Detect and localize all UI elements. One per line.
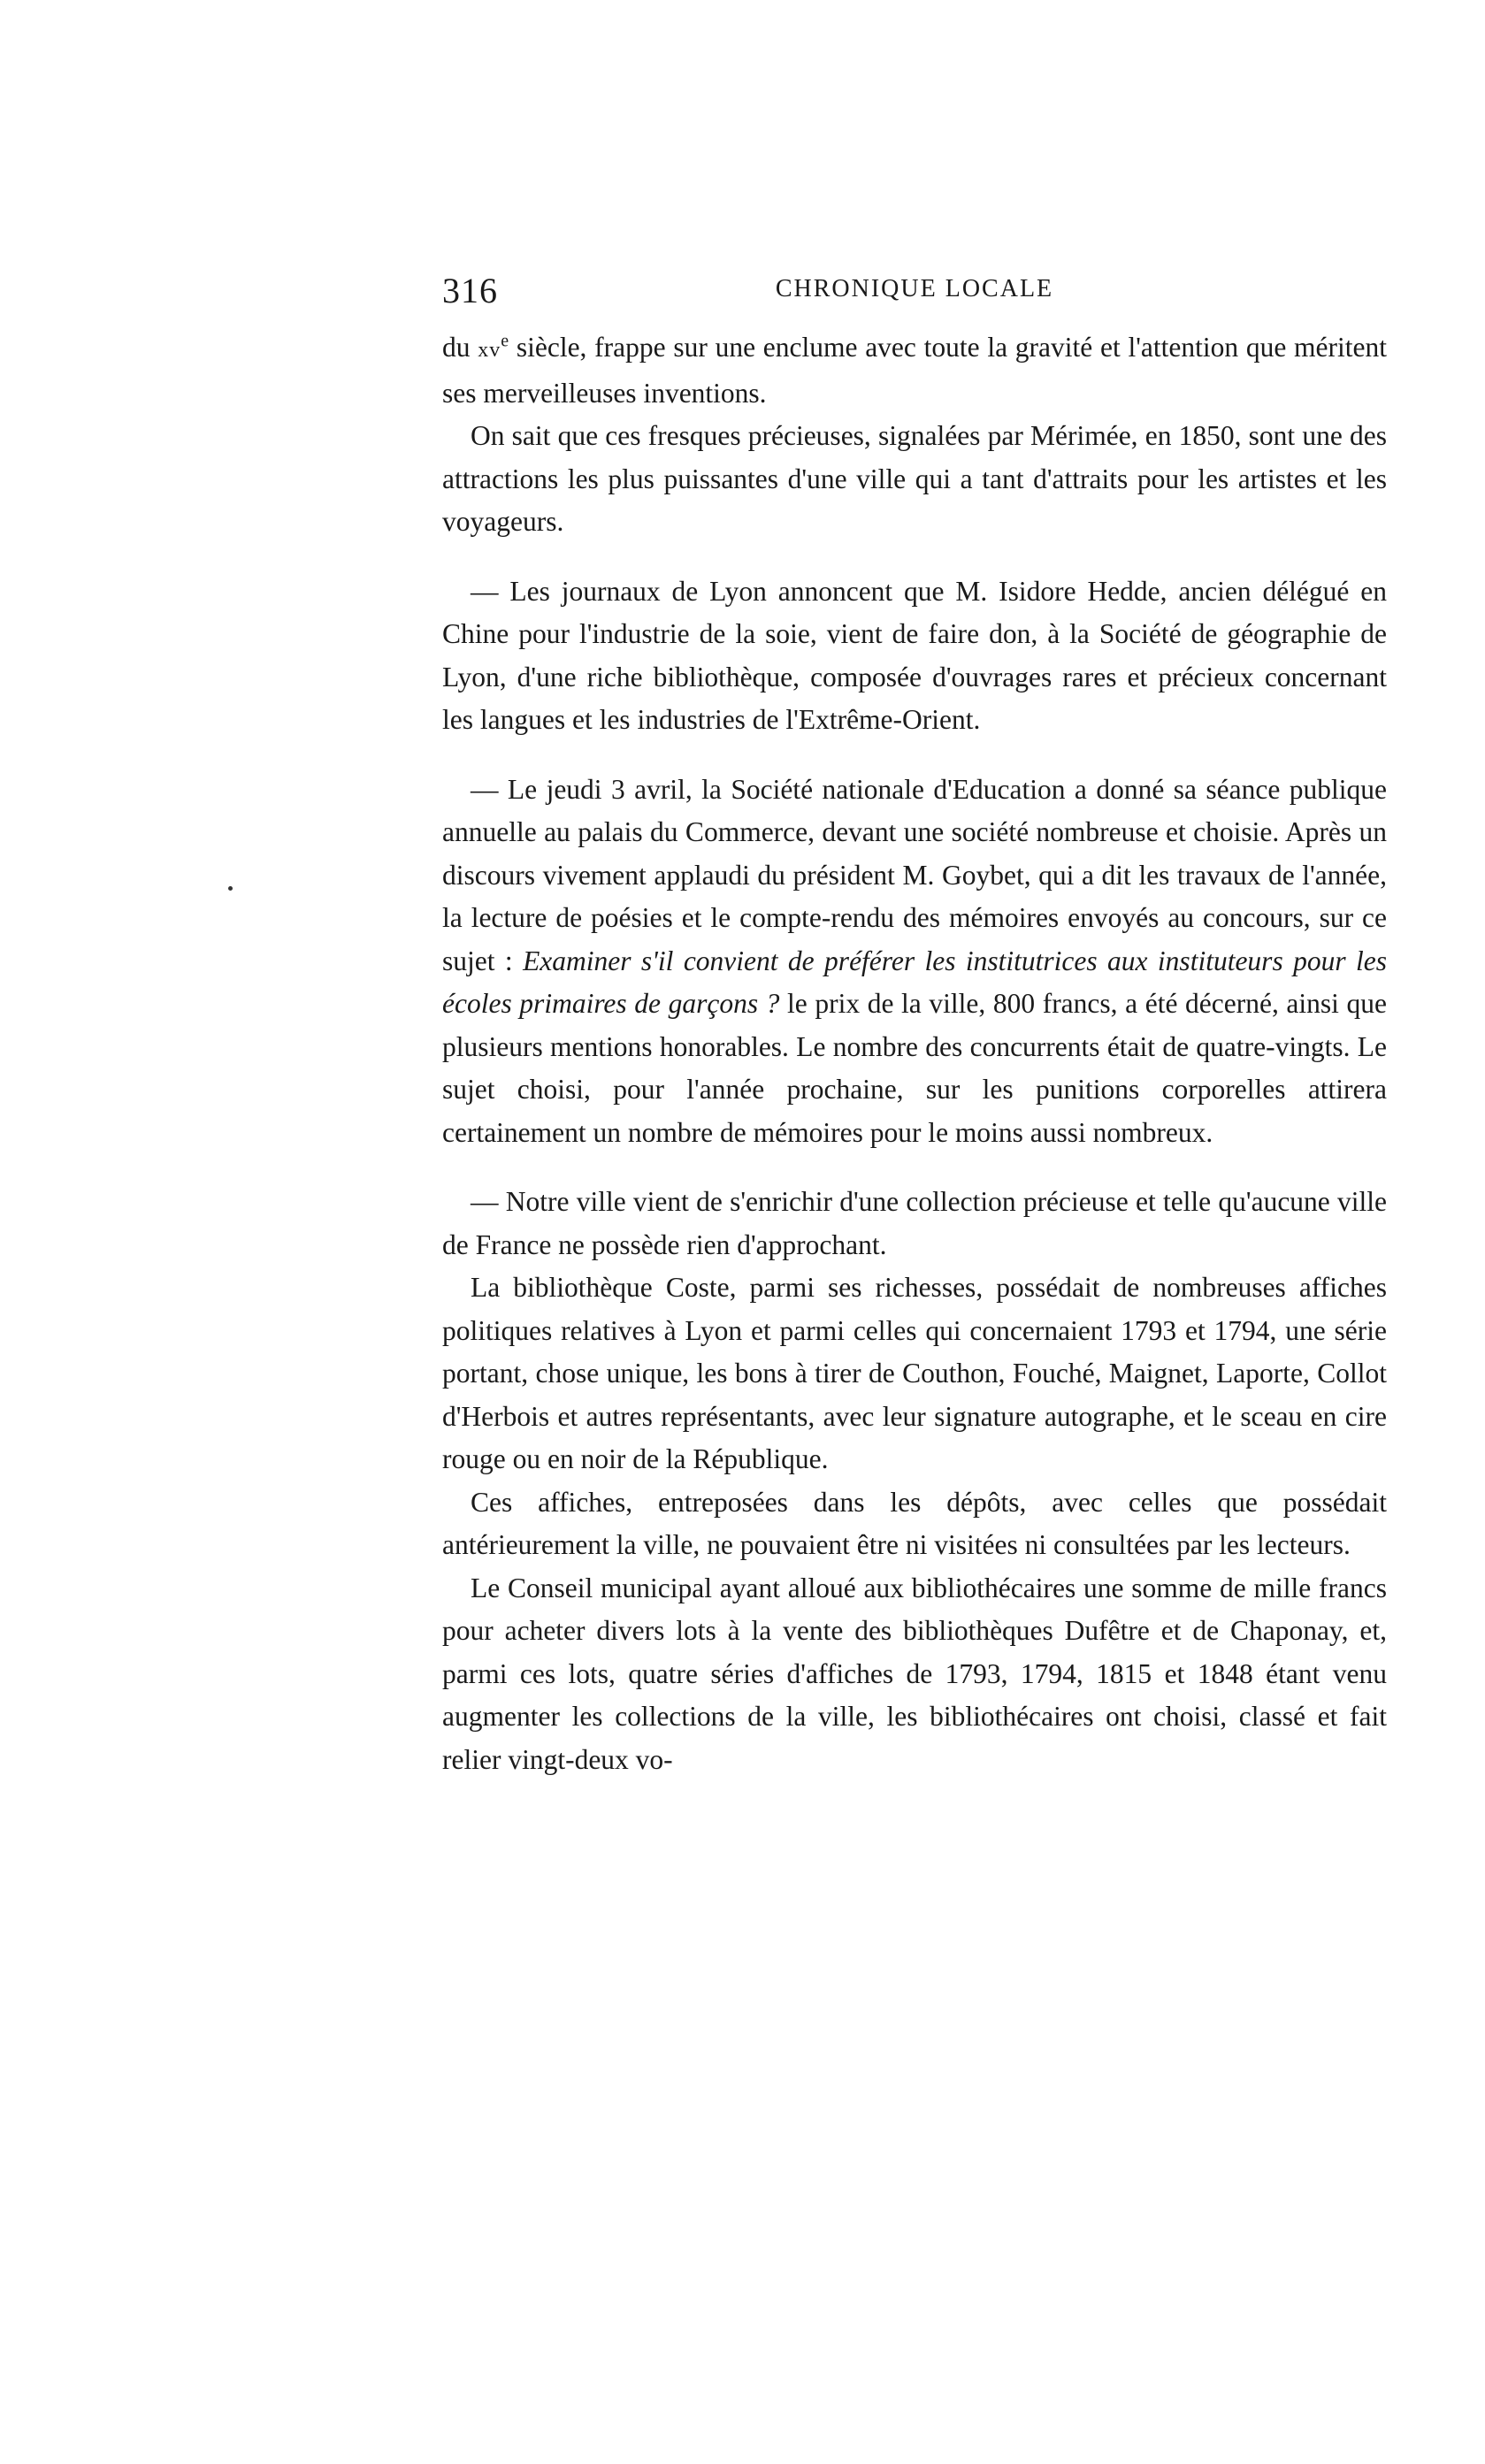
text-run: — Le jeudi 3 avril, la Société nationale d'Education a donné sa séance publique annuelle au palais du Commerce, devant une société nombreuse et choisie. Après un discours vivement applaudi du président M. Goybet, qui a dit les travaux de l'année, la lecture de poésies et le compte-rendu des mémoires envoyés au concours, sur ce sujet : bbox=[442, 773, 1387, 976]
paragraph-education-society bbox=[442, 769, 1387, 1155]
running-title: CHRONIQUE LOCALE bbox=[775, 275, 1054, 302]
margin-speck bbox=[228, 886, 233, 891]
page-number: 316 bbox=[442, 271, 498, 310]
century-superscript: e bbox=[501, 331, 509, 351]
paragraph-hedde-donation: — Les journaux de Lyon annoncent que M. Isidore Hedde, ancien délégué en Chine pour l'industrie de la soie, vient de faire don, à la Société de géographie de Lyon, d'une riche bibliothèque, composée d'ouvrages rares et précieux concernant les langues et les industries de l'Extrême-Orient. bbox=[442, 575, 1387, 735]
century-smallcaps: xv bbox=[478, 339, 501, 362]
paragraph-municipal-council: Le Conseil municipal ayant alloué aux bibliothécaires une somme de mille francs pour acheter divers lots à la vente des bibliothèques Dufêtre et de Chaponay, et, parmi ces lots, quatre séries d'affiches de 1793, 1794, 1815 et 1848 étant venu augmenter les collections de la ville, les bibliothécaires ont choisi, classé et fait relier vingt-deux vo- bbox=[442, 1572, 1387, 1775]
paragraph-frescoes: On sait que ces fresques précieuses, signalées par Mérimée, en 1850, sont une des attractions les plus puissantes d'une ville qui a tant d'attraits pour les artistes et les voyageurs. bbox=[442, 420, 1387, 537]
contest-subject-italic: Examiner s'il convient de préférer les institutrices aux instituteurs pour les écoles primaires de garçons ? bbox=[442, 945, 1388, 1019]
paragraph-continuation bbox=[442, 326, 1387, 415]
paragraph-coste-library: La bibliothèque Coste, parmi ses richesses, possédait de nombreuses affiches politiques relatives à Lyon et parmi celles qui concernaient 1793 et 1794, une série portant, chose unique, les bons à tirer de Couthon, Fouché, Maignet, Laporte, Collot d'Herbois et autres représentants, avec leur signature autographe, et le sceau en cire rouge ou en noir de la République. bbox=[442, 1272, 1387, 1474]
document-page bbox=[442, 270, 1387, 1781]
text-run: siècle, frappe sur une enclume avec toute la gravité et l'attention que méritent ses merveilleuses inventions. bbox=[442, 332, 1387, 409]
paragraph-posters: Ces affiches, entreposées dans les dépôts, avec celles que possédait antérieurement la ville, ne pouvaient être ni visitées ni consultées par les lecteurs. bbox=[442, 1486, 1387, 1560]
text-run: le prix de la ville, 800 francs, a été décerné, ainsi que plusieurs mentions honorables. Le nombre des concurrents était de quatre-vingts. Le sujet choisi, pour l'année prochaine, sur les punitions corporelles attirera certainement un nombre de mémoires pour le moins aussi nombreux. bbox=[442, 988, 1387, 1148]
paragraph-collection: — Notre ville vient de s'enrichir d'une collection précieuse et telle qu'aucune ville de France ne possède rien d'approchant. bbox=[442, 1186, 1387, 1260]
page-header bbox=[442, 270, 1387, 319]
text-run: du bbox=[442, 332, 478, 363]
